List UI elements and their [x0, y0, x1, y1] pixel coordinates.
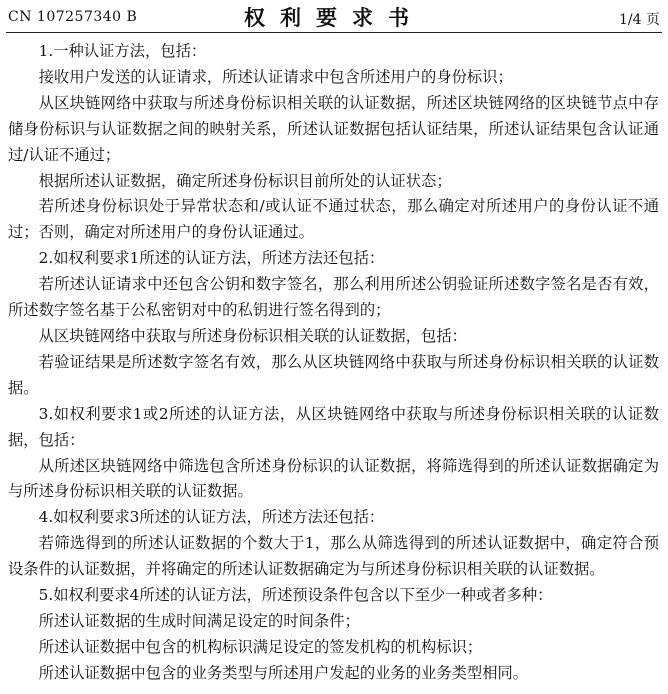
claim-paragraph: 从区块链网络中获取与所述身份标识相关联的认证数据，包括：: [38, 326, 467, 345]
publication-number: CN 107257340 B: [8, 9, 138, 25]
claim-paragraph: 若验证结果是所述数字签名有效，那么从区块链网络中获取与所述身份标识相关联的认证数据。: [8, 352, 659, 397]
claim-paragraph: 若所述身份标识处于异常状态和/或认证不通过状态，那么确定对所述用户的身份认证不通过；否则，确定对所述用户的身份认证通过。: [8, 197, 659, 242]
claims-body: [8, 39, 659, 687]
claim-paragraph: 4.如权利要求3所述的认证方法，所述方法还包括：: [38, 508, 385, 527]
claim-paragraph: 接收用户发送的认证请求，所述认证请求中包含所述用户的身份标识；: [38, 67, 513, 86]
page-number: 1/4 页: [619, 12, 660, 28]
claim-paragraph: 从区块链网络中获取与所述身份标识相关联的认证数据，所述区块链网络的区块链节点中存储身份标识与认证数据之间的映射关系，所述认证数据包括认证结果，所述认证结果包含认证通过/认证不通过；: [8, 93, 659, 164]
claim-paragraph: 3.如权利要求1或2所述的认证方法，从区块链网络中获取与所述身份标识相关联的认证数据，包括：: [8, 404, 659, 449]
claim-paragraph: 若筛选得到的所述认证数据的个数大于1，那么从筛选得到的所述认证数据中，确定符合预设条件的认证数据，并将确定的所述认证数据确定为与所述身份标识相关联的认证数据。: [8, 534, 659, 579]
header-divider: [6, 32, 662, 33]
claim-paragraph: 1.一种认证方法，包括：: [38, 42, 207, 60]
claim-paragraph: 所述认证数据中包含的机构标识满足设定的签发机构的机构标识；: [38, 637, 483, 656]
page-header: [0, 0, 668, 30]
claim-paragraph: 2.如权利要求1所述的认证方法，所述方法还包括：: [38, 249, 385, 268]
claim-paragraph: 根据所述认证数据，确定所述身份标识目前所处的认证状态；: [38, 171, 452, 190]
document-title: 权利要求书: [244, 5, 424, 30]
claim-paragraph: 从所述区块链网络中筛选包含所述身份标识的认证数据，将筛选得到的所述认证数据确定为与所述身份标识相关联的认证数据。: [8, 456, 659, 501]
claim-paragraph: 所述认证数据的生成时间满足设定的时间条件；: [38, 611, 360, 630]
claim-paragraph: 5.如权利要求4所述的认证方法，所述预设条件包含以下至少一种或者多种：: [38, 586, 553, 605]
claim-paragraph: 若所述认证请求中还包含公钥和数字签名，那么利用所述公钥验证所述数字签名是否有效，所述数字签名基于公私密钥对中的私钥进行签名得到的；: [8, 275, 659, 320]
claim-paragraph: 所述认证数据中包含的业务类型与所述用户发起的业务的业务类型相同。: [38, 663, 529, 682]
